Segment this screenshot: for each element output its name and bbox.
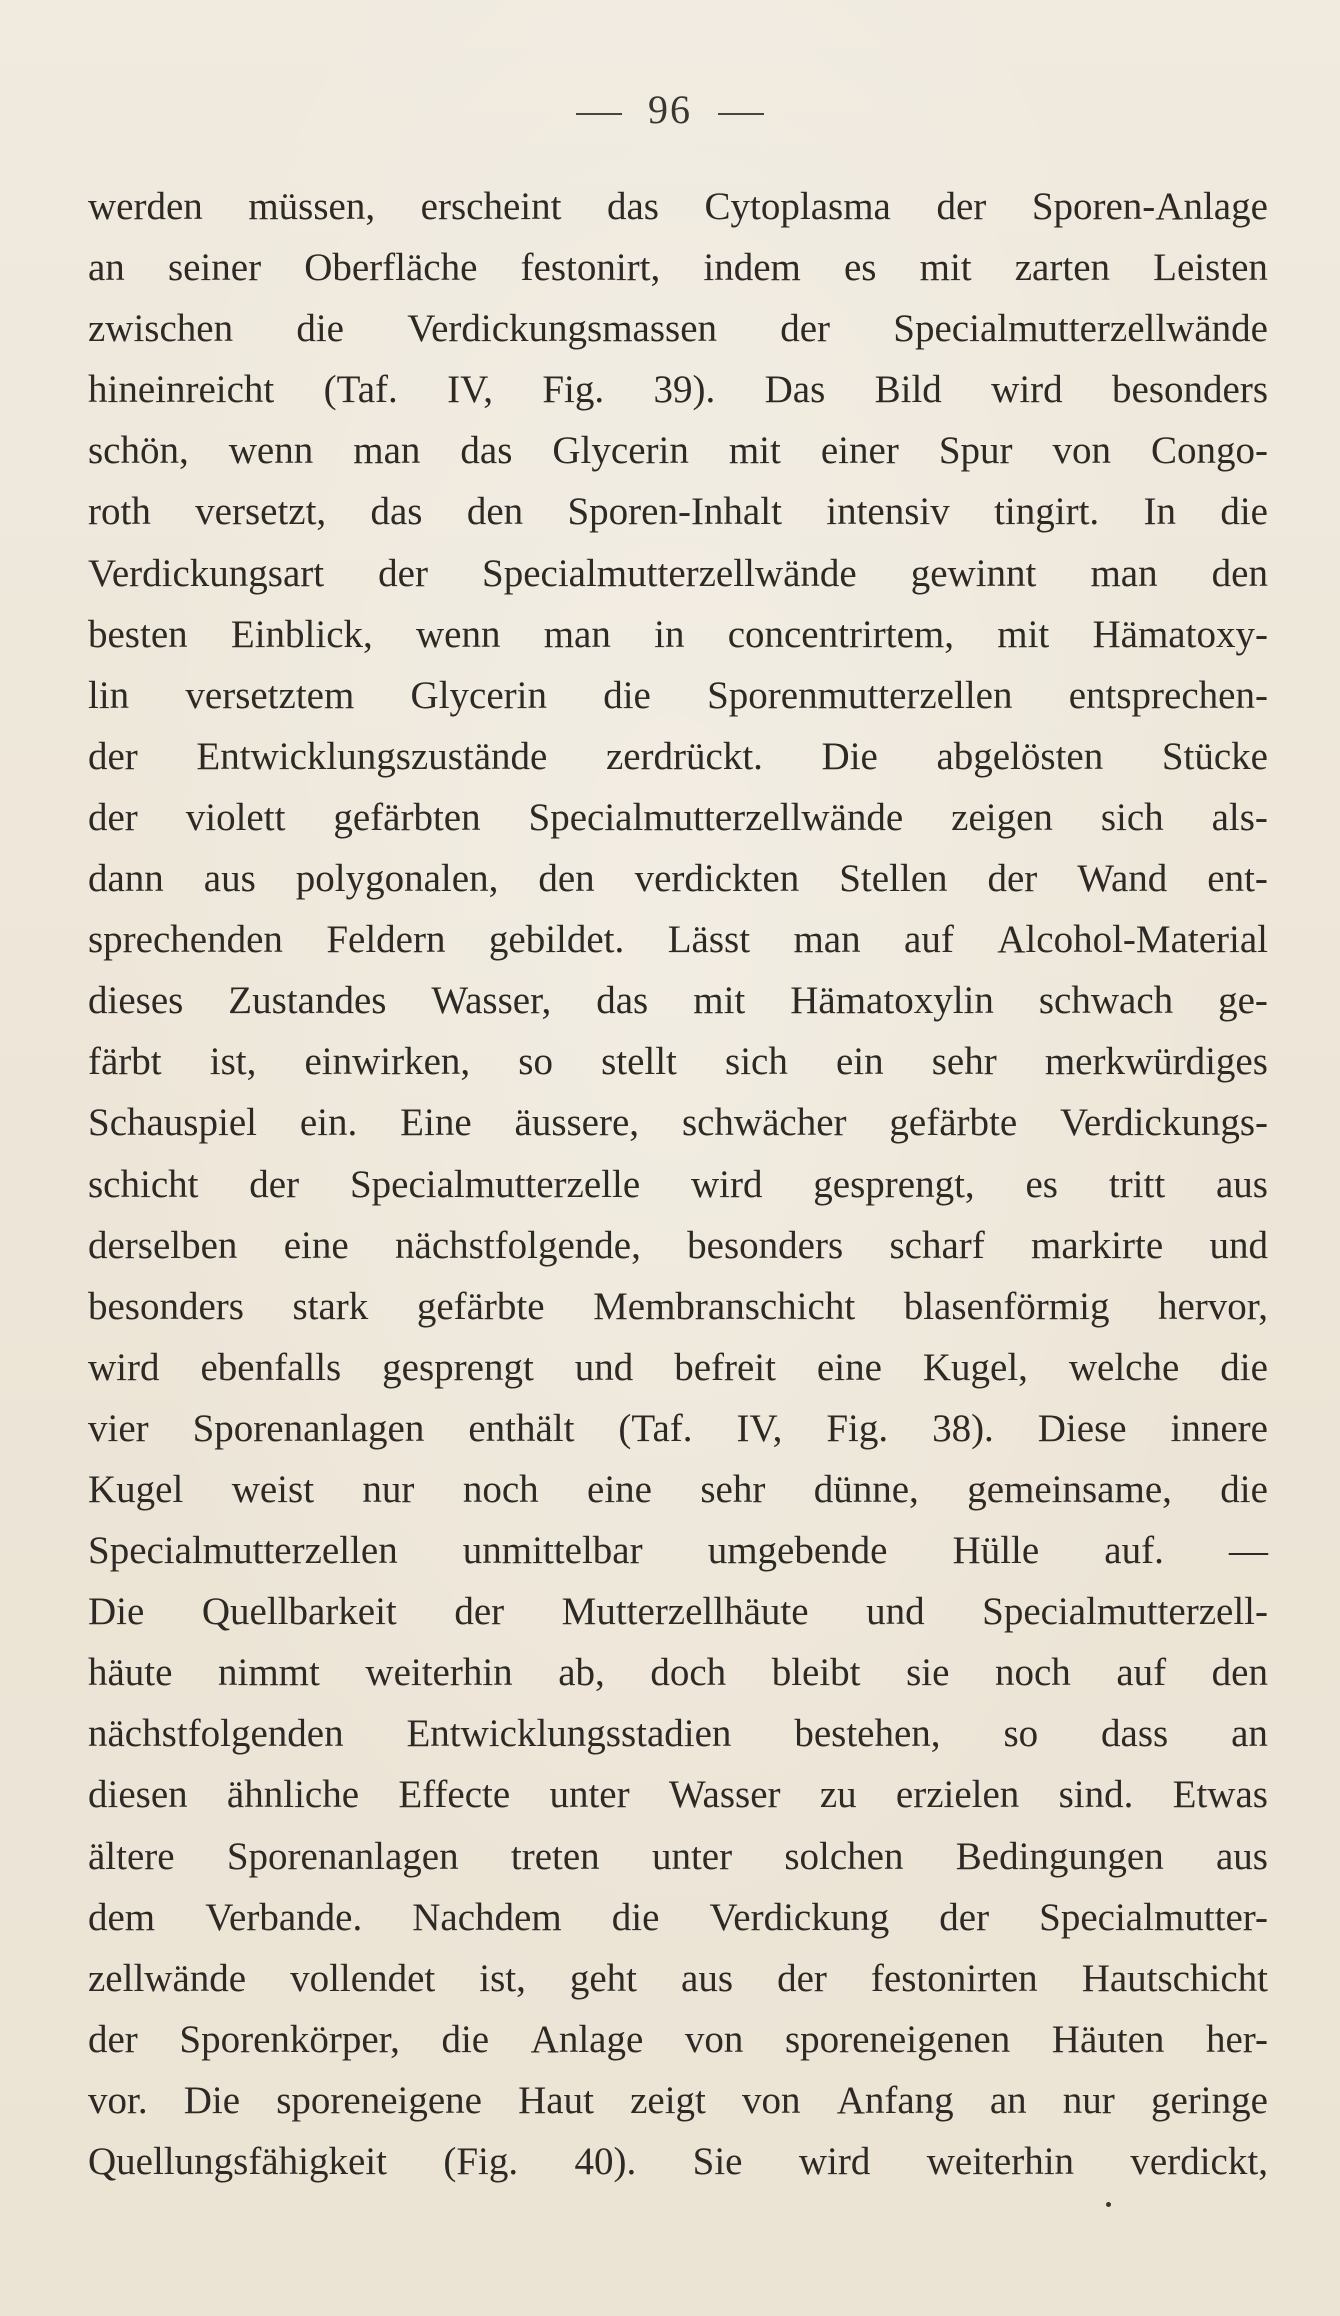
- word: sporeneigene: [276, 2078, 482, 2122]
- word: Specialmutterzell-: [982, 1590, 1268, 1634]
- word: färbt: [88, 1040, 162, 1084]
- text-line: [88, 848, 1268, 909]
- word: Entwicklungszustände: [196, 734, 548, 778]
- word: schön,: [88, 429, 189, 473]
- word: und: [866, 1590, 925, 1634]
- word: Membranschicht: [593, 1284, 856, 1328]
- word: Die: [183, 2078, 241, 2122]
- word: Congo-: [1151, 429, 1268, 473]
- word: werden: [88, 185, 203, 228]
- word: mit: [997, 612, 1050, 656]
- word: violett: [185, 795, 286, 839]
- text-line: [88, 420, 1268, 481]
- word: Quellbarkeit: [201, 1590, 397, 1634]
- word: noch: [994, 1651, 1071, 1695]
- word: tingirt.: [994, 490, 1100, 534]
- word: Zustandes: [228, 979, 387, 1023]
- word: Sporenkörper,: [179, 2017, 400, 2061]
- word: Etwas: [1172, 1773, 1268, 1817]
- text-line: [88, 1887, 1268, 1948]
- word: einer: [820, 429, 899, 473]
- word: Sporen-Anlage: [1031, 185, 1268, 228]
- word: besten: [88, 612, 188, 656]
- word: das: [370, 490, 423, 534]
- header-dash-right: [718, 113, 764, 115]
- text-line: [88, 1764, 1268, 1825]
- text-line: [88, 1642, 1268, 1703]
- text-line: [88, 1581, 1268, 1642]
- header-dash-left: [576, 113, 622, 115]
- word: innere: [1170, 1406, 1268, 1450]
- word: geht: [569, 1956, 638, 2000]
- ink-speck: [1106, 2202, 1111, 2207]
- word: (Taf.: [618, 1406, 693, 1450]
- word: Verdickung: [709, 1895, 890, 1939]
- text-line: [88, 2009, 1268, 2070]
- word: In: [1143, 490, 1176, 534]
- word: Schauspiel: [88, 1101, 257, 1145]
- word: müssen,: [248, 185, 376, 228]
- word: noch: [462, 1467, 539, 1511]
- word: befreit: [674, 1345, 776, 1389]
- word: welche: [1068, 1345, 1180, 1389]
- word: wird: [88, 1345, 160, 1389]
- word: erzielen: [895, 1773, 1020, 1817]
- word: sehr: [931, 1040, 997, 1084]
- text-line: [88, 543, 1268, 604]
- word: besonders: [88, 1284, 244, 1328]
- word: Lässt: [667, 918, 751, 962]
- word: Specialmutterzellwände: [482, 551, 857, 595]
- word: weiterhin: [365, 1651, 513, 1695]
- word: den: [1211, 551, 1268, 595]
- word: nächstfolgenden: [88, 1712, 344, 1756]
- text-line: [88, 604, 1268, 665]
- page-number: 96: [648, 87, 692, 132]
- word: Effecte: [398, 1773, 511, 1817]
- word: scharf: [889, 1223, 985, 1267]
- word: wenn: [416, 612, 501, 656]
- word: Sporenanlagen: [226, 1834, 459, 1878]
- word: unter: [549, 1773, 630, 1817]
- word: den: [538, 857, 595, 901]
- text-line: [88, 1703, 1268, 1764]
- word: Anlage: [530, 2017, 644, 2061]
- word: vier: [88, 1406, 149, 1450]
- text-line: [88, 1276, 1268, 1337]
- word: auf.: [1104, 1529, 1164, 1573]
- word: Sporenanlagen: [192, 1406, 425, 1450]
- text-line: [88, 1337, 1268, 1398]
- word: dass: [1101, 1712, 1169, 1756]
- word: Sporen-Inhalt: [567, 490, 782, 534]
- word: ältere: [88, 1834, 175, 1878]
- word: zeigen: [951, 795, 1053, 839]
- word: Specialmutterzelle: [349, 1162, 641, 1206]
- word: gewinnt: [910, 551, 1037, 595]
- word: ein: [835, 1040, 884, 1084]
- word: sind.: [1058, 1773, 1134, 1817]
- word: der: [249, 1162, 300, 1206]
- word: polygonalen,: [295, 857, 499, 901]
- word: man: [353, 429, 421, 473]
- word: ge-: [1218, 979, 1268, 1023]
- word: ent-: [1207, 857, 1268, 901]
- word: ein.: [299, 1101, 358, 1145]
- word: die: [441, 2017, 490, 2061]
- word: Das: [764, 368, 826, 412]
- word: blasenförmig: [903, 1284, 1110, 1328]
- text-line: [88, 970, 1268, 1031]
- word: verdickten: [634, 857, 800, 901]
- word: das: [606, 185, 659, 228]
- text-line: [88, 665, 1268, 726]
- word: Specialmutter-: [1039, 1895, 1268, 1939]
- word: 39).: [653, 368, 716, 412]
- word: gemeinsame,: [967, 1467, 1172, 1511]
- word: an: [989, 2078, 1027, 2122]
- word: es: [1025, 1162, 1058, 1206]
- text-line: [88, 359, 1268, 420]
- word: bleibt: [771, 1651, 861, 1695]
- word: Feldern: [326, 918, 446, 962]
- word: Spur: [938, 429, 1013, 473]
- word: und: [1209, 1223, 1268, 1267]
- word: zu: [819, 1773, 857, 1817]
- word: der: [987, 857, 1038, 901]
- word: Glycerin: [552, 429, 689, 473]
- word: nimmt: [218, 1651, 320, 1695]
- word: man: [543, 612, 611, 656]
- word: 40).: [574, 2140, 637, 2183]
- text-line: [88, 1031, 1268, 1092]
- word: der: [88, 734, 138, 778]
- word: gebildet.: [488, 918, 625, 962]
- word: Fig.: [542, 368, 605, 412]
- word: derselben: [88, 1223, 238, 1267]
- word: an: [88, 246, 125, 290]
- word: an: [1231, 1712, 1268, 1756]
- text-line: [88, 481, 1268, 542]
- word: Die: [88, 1590, 145, 1634]
- word: von: [684, 2017, 744, 2061]
- word: roth: [88, 490, 151, 534]
- word: intensiv: [826, 490, 950, 534]
- word: äussere,: [514, 1101, 640, 1145]
- word: als-: [1211, 795, 1268, 839]
- word: Entwicklungsstadien: [406, 1712, 732, 1756]
- word: Hämatoxy-: [1092, 612, 1268, 656]
- word: Bild: [874, 368, 942, 412]
- word: nächstfolgende,: [395, 1223, 641, 1267]
- text-line: [88, 1826, 1268, 1887]
- word: Leisten: [1153, 246, 1268, 290]
- word: gesprengt: [382, 1345, 534, 1389]
- word: hineinreicht: [88, 368, 275, 412]
- word: geringe: [1150, 2078, 1268, 2122]
- word: sehr: [700, 1467, 766, 1511]
- word: IV,: [447, 368, 493, 412]
- word: das: [460, 429, 513, 473]
- word: besonders: [1112, 368, 1268, 412]
- word: aus: [203, 857, 256, 901]
- word: sporeneigenen: [784, 2017, 1011, 2061]
- word: merkwürdiges: [1044, 1040, 1268, 1084]
- word: zarten: [1014, 246, 1111, 290]
- word: Specialmutterzellwände: [528, 795, 904, 839]
- text-line: [88, 298, 1268, 359]
- word: schwach: [1038, 979, 1174, 1023]
- word: weiterhin: [926, 2140, 1075, 2183]
- word: wird: [991, 368, 1063, 412]
- word: so: [518, 1040, 553, 1084]
- word: der: [454, 1590, 505, 1634]
- word: nur: [1062, 2078, 1115, 2122]
- word: nur: [362, 1467, 415, 1511]
- word: es: [843, 246, 877, 290]
- word: Fig.: [826, 1406, 889, 1450]
- word: indem: [703, 246, 801, 290]
- word: Wasser,: [431, 979, 552, 1023]
- text-line: [88, 1459, 1268, 1520]
- word: treten: [510, 1834, 600, 1878]
- text-line: [88, 1092, 1268, 1153]
- word: markirte: [1031, 1223, 1164, 1267]
- word: der: [88, 795, 138, 839]
- word: das: [596, 979, 649, 1023]
- word: die: [296, 307, 344, 351]
- word: —: [1228, 1529, 1268, 1573]
- word: Stücke: [1161, 734, 1268, 778]
- word: schwächer: [681, 1101, 847, 1145]
- word: Die: [821, 734, 878, 778]
- word: festonirten: [870, 1956, 1038, 2000]
- page-header: [0, 86, 1340, 133]
- word: Hautschicht: [1081, 1956, 1268, 2000]
- word: gefärbte: [416, 1284, 545, 1328]
- word: diesen: [88, 1773, 188, 1817]
- word: die: [1220, 490, 1268, 534]
- text-line: [88, 1398, 1268, 1459]
- word: Alcohol-Material: [997, 918, 1268, 962]
- word: gefärbten: [333, 795, 481, 839]
- word: ab,: [558, 1651, 605, 1695]
- word: ist,: [479, 1956, 526, 2000]
- word: enthält: [468, 1406, 575, 1450]
- word: man: [1090, 551, 1158, 595]
- word: auf: [904, 918, 954, 962]
- word: versetzt,: [195, 490, 327, 534]
- word: Haut: [518, 2078, 594, 2122]
- word: und: [574, 1345, 634, 1389]
- word: sich: [1100, 795, 1164, 839]
- word: Bedingungen: [955, 1834, 1164, 1878]
- word: dieses: [88, 979, 184, 1023]
- word: von: [742, 2078, 801, 2122]
- word: mit: [728, 429, 781, 473]
- word: abgelösten: [936, 734, 1104, 778]
- word: Anfang: [836, 2078, 954, 2122]
- word: sie: [906, 1651, 950, 1695]
- word: der: [777, 1956, 827, 2000]
- word: der: [378, 551, 428, 595]
- word: der: [939, 1895, 990, 1939]
- word: zwischen: [88, 307, 234, 351]
- word: zerdrückt.: [605, 734, 763, 778]
- word: entsprechen-: [1068, 673, 1268, 717]
- word: gesprengt,: [813, 1162, 975, 1206]
- text-line: [88, 237, 1268, 298]
- word: unmittelbar: [462, 1529, 643, 1573]
- text-line: [88, 909, 1268, 970]
- text-line: [88, 1215, 1268, 1276]
- word: zeigt: [630, 2078, 706, 2122]
- word: der: [936, 185, 987, 228]
- word: die: [611, 1895, 660, 1939]
- word: bestehen,: [794, 1712, 941, 1756]
- word: concentrirtem,: [727, 612, 954, 656]
- word: eine: [587, 1467, 652, 1511]
- word: aus: [1216, 1162, 1268, 1206]
- word: hervor,: [1157, 1284, 1268, 1328]
- word: man: [793, 918, 861, 962]
- word: den: [466, 490, 524, 534]
- word: die: [1220, 1467, 1268, 1511]
- text-line: [88, 1948, 1268, 2009]
- word: 38).: [932, 1406, 994, 1450]
- word: solchen: [784, 1834, 904, 1878]
- word: Specialmutterzellen: [88, 1529, 398, 1573]
- word: ähnliche: [226, 1773, 360, 1817]
- word: Stellen: [839, 857, 948, 901]
- word: Häuten: [1051, 2017, 1165, 2061]
- word: von: [1052, 429, 1111, 473]
- word: tritt: [1108, 1162, 1166, 1206]
- text-line: [88, 176, 1268, 237]
- word: Kugel,: [922, 1345, 1028, 1389]
- word: Sie: [692, 2140, 743, 2183]
- word: Nachdem: [412, 1895, 562, 1939]
- word: auf: [1116, 1651, 1167, 1695]
- word: sich: [725, 1040, 788, 1084]
- word: den: [1211, 1651, 1268, 1695]
- text-line: [88, 1520, 1268, 1581]
- word: Oberfläche: [304, 246, 478, 290]
- text-line: [88, 2070, 1268, 2131]
- word: (Fig.: [443, 2140, 519, 2183]
- word: häute: [88, 1651, 173, 1695]
- word: her-: [1205, 2017, 1268, 2061]
- word: seiner: [167, 246, 262, 290]
- word: (Taf.: [323, 368, 398, 412]
- word: Glycerin: [410, 673, 547, 717]
- text-line: [88, 726, 1268, 787]
- word: doch: [650, 1651, 727, 1695]
- word: ebenfalls: [200, 1345, 342, 1389]
- word: umgebende: [707, 1529, 888, 1573]
- word: ist,: [209, 1040, 257, 1084]
- word: Verdickungsmassen: [407, 307, 718, 351]
- word: wird: [798, 2140, 871, 2183]
- text-line: [88, 787, 1268, 848]
- word: einwirken,: [304, 1040, 471, 1084]
- word: dünne,: [813, 1467, 919, 1511]
- word: erscheint: [420, 185, 562, 228]
- word: mit: [693, 979, 746, 1023]
- word: dem: [88, 1895, 156, 1939]
- word: Verbande.: [205, 1895, 363, 1939]
- word: schicht: [88, 1162, 199, 1206]
- word: stark: [292, 1284, 369, 1328]
- word: der: [780, 307, 831, 351]
- word: vollendet: [290, 1956, 436, 2000]
- word: Hülle: [952, 1529, 1040, 1573]
- word: wird: [690, 1162, 763, 1206]
- word: eine: [816, 1345, 882, 1389]
- word: gefärbte: [889, 1101, 1018, 1145]
- word: sprechenden: [88, 918, 283, 962]
- word: in: [654, 612, 685, 656]
- word: Diese: [1037, 1406, 1127, 1450]
- word: stellt: [601, 1040, 677, 1084]
- word: die: [1220, 1345, 1268, 1389]
- word: weist: [231, 1467, 315, 1511]
- word: Wand: [1077, 857, 1168, 901]
- body-text: [88, 176, 1268, 2192]
- word: dann: [88, 857, 164, 901]
- word: aus: [681, 1956, 734, 2000]
- word: vor.: [88, 2078, 148, 2122]
- word: Sporenmutterzellen: [707, 673, 1013, 717]
- word: Verdickungsart: [88, 551, 325, 595]
- word: Cytoplasma: [704, 185, 891, 228]
- word: lin: [88, 673, 130, 717]
- word: wenn: [228, 429, 314, 473]
- word: zellwände: [88, 1956, 247, 2000]
- word: so: [1003, 1712, 1039, 1756]
- word: Quellungsfähigkeit: [88, 2140, 387, 2183]
- word: festonirt,: [520, 246, 661, 290]
- word: verdickt,: [1130, 2140, 1268, 2183]
- text-line: [88, 2131, 1268, 2192]
- word: aus: [1215, 1834, 1268, 1878]
- word: Hämatoxylin: [790, 979, 994, 1023]
- word: unter: [651, 1834, 733, 1878]
- word: eine: [283, 1223, 349, 1267]
- word: versetztem: [185, 673, 355, 717]
- word: Wasser: [668, 1773, 781, 1817]
- word: Eine: [400, 1101, 472, 1145]
- word: die: [603, 673, 651, 717]
- word: mit: [919, 246, 972, 290]
- word: Einblick,: [230, 612, 373, 656]
- word: der: [88, 2017, 138, 2061]
- word: Specialmutterzellwände: [893, 307, 1268, 351]
- word: IV,: [736, 1406, 783, 1450]
- word: Mutterzellhäute: [561, 1590, 809, 1634]
- text-line: [88, 1154, 1268, 1215]
- word: Verdickungs-: [1060, 1101, 1268, 1145]
- word: Kugel: [88, 1467, 184, 1511]
- word: besonders: [687, 1223, 844, 1267]
